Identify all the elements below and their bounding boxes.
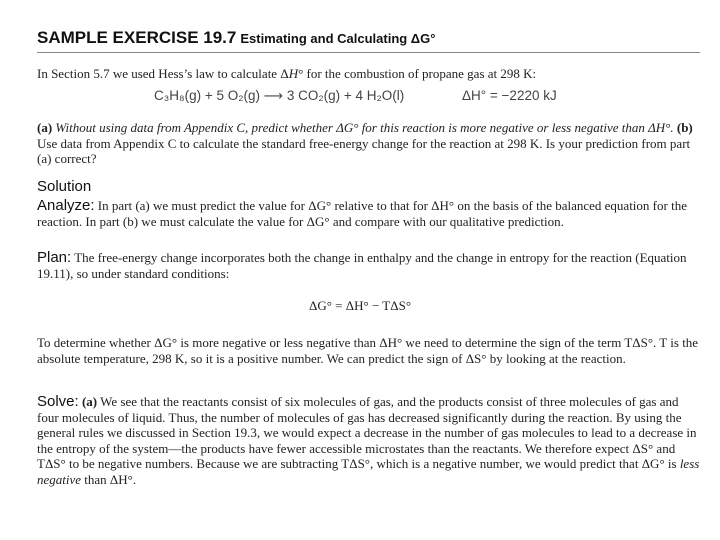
solve-paragraph: Solve: (a) We see that the reactants consist of six molecules of gas, and the products consist of three molecules of gas and four molecules of liquid. Thus, the number of molecules of gas has decreased significantly during the reaction. By using the general rules we discussed in Section 19.3, we would expect a decrease in the number of gas molecules to lead to a decrease in the entropy of the system—the products have fewer accessible microstates than the reactants. We therefore expect ΔS° and TΔS° to be negative numbers. Because we are subtracting TΔS°, which is a negative number, we would predict that ΔG° is less negative than ΔH°. — [37, 393, 700, 487]
part-a-text: Without using data from Appendix C, predict whether ΔG° for this reaction is more negative or less negative than ΔH°. — [52, 120, 677, 135]
determine-paragraph: To determine whether ΔG° is more negative or less negative than ΔH° we need to determine the sign of the term TΔS°. T is the absolute temperature, 298 K, so it is a positive number. We can predict the sign of ΔS° by looking at the reaction. — [37, 335, 699, 366]
propane-combustion-equation — [154, 88, 557, 104]
reaction-enthalpy: ΔH° = −2220 kJ — [462, 88, 557, 103]
question-paragraph — [37, 120, 701, 167]
part-a-label: (a) — [37, 120, 53, 135]
plan-paragraph: Plan: The free-energy change incorporates both the change in enthalpy and the change in entropy for the reaction (Equation 19.11), so under standard conditions: — [37, 249, 687, 281]
intro-paragraph: In Section 5.7 we used Hess’s law to calculate ΔH° for the combustion of propane gas at 298 K: — [37, 66, 537, 81]
part-b-label: (b) — [676, 120, 693, 135]
exercise-title: SAMPLE EXERCISE 19.7 — [37, 28, 237, 47]
analyze-paragraph: Analyze: In part (a) we must predict the value for ΔG° relative to that for ΔH° on the basis of the balanced equation for the reaction. In part (b) we must calculate the value for ΔG° and compare with our qualitative prediction. — [37, 197, 687, 229]
exercise-subtitle: Estimating and Calculating ΔG° — [240, 31, 436, 46]
reaction-equation: C₃H₈(g) + 5 O₂(g) ⟶ 3 CO₂(g) + 4 H₂O(l) — [154, 88, 405, 103]
solve-label: Solve: — [37, 393, 79, 410]
title-divider — [37, 52, 700, 53]
analyze-label: Analyze: — [37, 197, 95, 214]
free-energy-formula: ΔG° = ΔH° − TΔS° — [308, 298, 412, 313]
solve-part-a-label: (a) — [81, 394, 98, 409]
solution-heading: Solution — [37, 178, 92, 195]
plan-label: Plan: — [37, 249, 72, 266]
part-b-text: Use data from Appendix C to calculate the standard free-energy change for the reaction at 298 K. Is your prediction from part (a) correct? — [37, 135, 691, 167]
exercise-title-row — [37, 28, 435, 48]
